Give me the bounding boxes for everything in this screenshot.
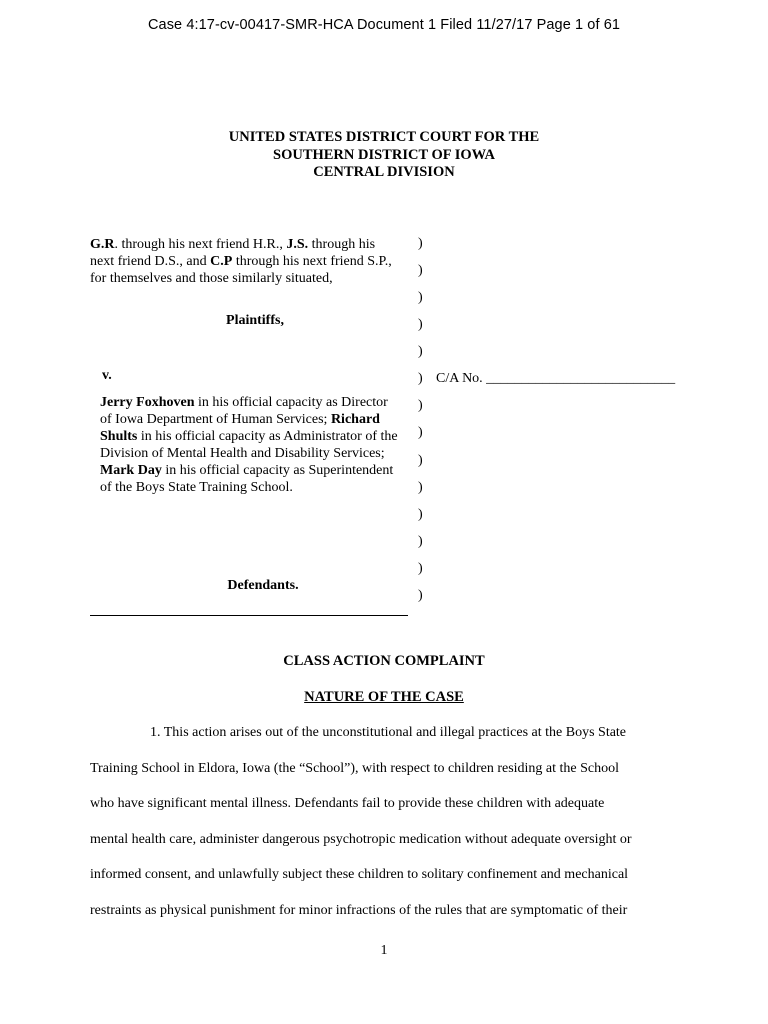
caption-paren: ) [418,317,423,332]
caption-paren: ) [418,263,423,278]
plaintiff-text: . through his next friend H.R., [114,237,287,252]
defendants-label: Defendants. [227,578,299,593]
caption-paren: ) [418,236,423,251]
defendant-text: in his official capacity as Administrator of the Division of Mental Health and Disability Services; [100,429,398,461]
defendant-name: Richard Shults [100,412,380,444]
paragraph-line: 1. This action arises out of the unconstitutional and illegal practices at the Boys State [150,725,627,740]
caption-paren: ) [418,507,423,522]
section-heading: NATURE OF THE CASE [304,689,464,705]
page-number: 1 [380,943,388,958]
paragraph-line: who have significant mental illness. Defendants fail to provide these children with adequate [90,796,605,811]
plaintiff-name: G.R [90,237,115,252]
caption-paren: ) [418,480,423,495]
versus-label: v. [102,368,112,383]
paragraph-line: Training School in Eldora, Iowa (the “School”), with respect to children residing at the School [90,761,620,776]
civil-action-number: C/A No. ___________________________ [436,371,676,386]
caption-paren: ) [418,290,423,305]
paragraph-line: informed consent, and unlawfully subject these children to solitary confinement and mechanical [90,867,629,882]
court-name-line: UNITED STATES DISTRICT COURT FOR THE [228,129,540,145]
plaintiff-text: through his next friend S.P., for themselves and those similarly situated, [90,254,392,286]
plaintiff-text: through his next friend D.S., and [90,237,376,269]
defendant-name: Mark Day [100,463,162,478]
division-line: CENTRAL DIVISION [313,164,455,180]
complaint-title: CLASS ACTION COMPLAINT [283,653,485,669]
plaintiffs-description [90,236,402,287]
defendant-text: in his official capacity as Superintendent of the Boys State Training School. [100,463,394,495]
district-line: SOUTHERN DISTRICT OF IOWA [273,146,495,163]
paragraph-line: mental health care, administer dangerous psychotropic medication without adequate oversight or [90,832,632,847]
defendant-name: Jerry Foxhoven [100,395,195,410]
plaintiff-name: J.S. [286,237,309,252]
paragraph-line: restraints as physical punishment for minor infractions of the rules that are symptomatic of their [90,903,628,918]
caption-paren: ) [418,561,423,576]
case-filing-header: Case 4:17-cv-00417-SMR-HCA Document 1 Filed 11/27/17 Page 1 of 61 [147,17,621,33]
defendant-text: in his official capacity as Director of Iowa Department of Human Services; [100,395,388,427]
caption-paren: ) [418,534,423,549]
defendants-description [100,394,402,496]
court-heading [0,129,768,182]
caption-paren: ) [418,398,423,413]
caption-paren: ) [418,588,423,603]
caption-paren: ) [418,344,423,359]
caption-divider [90,615,408,616]
caption-paren: ) [418,371,423,386]
plaintiffs-label: Plaintiffs, [226,313,284,328]
caption-paren: ) [418,453,423,468]
plaintiff-name: C.P [210,254,233,269]
caption-paren: ) [418,425,423,440]
